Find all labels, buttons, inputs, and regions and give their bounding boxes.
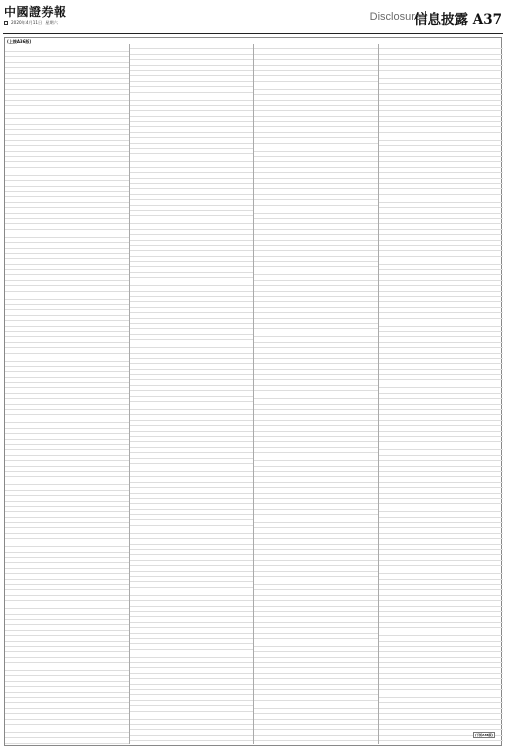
- issue-date: 2020年4月11日: [11, 20, 43, 25]
- table-row: [5, 354, 129, 362]
- table-row: [130, 741, 254, 744]
- table-row: [379, 741, 504, 744]
- table-row: [254, 267, 378, 275]
- table-row: [379, 319, 504, 327]
- table-row: [130, 526, 254, 534]
- table-row: [254, 577, 378, 585]
- issue-weekday: 星期六: [45, 20, 58, 25]
- table-row: [130, 402, 254, 410]
- table-row: [254, 329, 378, 337]
- table-row: [5, 230, 129, 238]
- table-row: [130, 93, 254, 101]
- table-row: [5, 292, 129, 300]
- section-title-cn: 信息披露 A37: [414, 12, 502, 28]
- table-row: [379, 504, 504, 512]
- table-row: [379, 257, 504, 265]
- table-column-1: [5, 44, 130, 744]
- table-column-2: [130, 44, 255, 744]
- table-row: [130, 216, 254, 224]
- table-row: [130, 340, 254, 348]
- masthead-rule: [3, 33, 503, 34]
- table-row: [254, 639, 378, 647]
- table-row: [5, 415, 129, 423]
- table-row: [379, 380, 504, 388]
- table-row: [130, 278, 254, 286]
- table-row: [379, 133, 504, 141]
- calendar-icon: [4, 21, 8, 25]
- table-row: [254, 741, 378, 744]
- table-row: [5, 168, 129, 176]
- table-row: [379, 690, 504, 698]
- table-column-3: [254, 44, 379, 744]
- table-row: [379, 442, 504, 450]
- table-row: [5, 106, 129, 114]
- table-row: [379, 71, 504, 79]
- table-row: [5, 663, 129, 671]
- continued-note: (下转A38版): [474, 733, 493, 737]
- table-row: [130, 712, 254, 720]
- table-row: [254, 515, 378, 523]
- table-row: [130, 464, 254, 472]
- continuation-note: (上接A36版): [7, 39, 32, 44]
- table-row: [254, 206, 378, 214]
- table-row: [5, 725, 129, 733]
- table-row: [130, 154, 254, 162]
- table-column-4: [379, 44, 504, 744]
- table-row: [5, 44, 129, 52]
- table-row: [254, 144, 378, 152]
- table-row: [5, 477, 129, 485]
- disclosure-table: [4, 37, 502, 746]
- section-title-en: Disclosure: [369, 11, 421, 23]
- table-row: [5, 601, 129, 609]
- table-row: [130, 588, 254, 596]
- table-row: [379, 195, 504, 203]
- table-row: [5, 539, 129, 547]
- newspaper-logo: 中國證券報: [4, 5, 67, 19]
- dateline: [4, 20, 58, 26]
- table-row: [254, 82, 378, 90]
- table-row: [379, 628, 504, 636]
- table-columns: [5, 44, 503, 744]
- table-row: [254, 453, 378, 461]
- table-row: [254, 701, 378, 709]
- table-row: [130, 650, 254, 658]
- table-row: [379, 566, 504, 574]
- masthead: [0, 0, 506, 36]
- table-row: [254, 391, 378, 399]
